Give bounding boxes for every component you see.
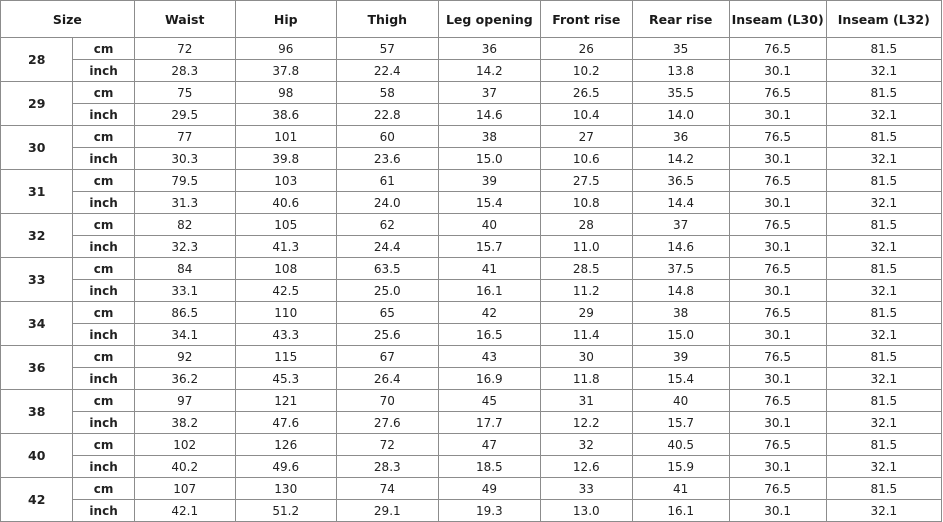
- size-label: 40: [1, 434, 73, 478]
- measurement-cell: 39: [438, 170, 540, 192]
- measurement-cell: 107: [134, 478, 235, 500]
- unit-label: cm: [73, 170, 134, 192]
- measurement-cell: 43.3: [235, 324, 336, 346]
- measurement-cell: 98: [235, 82, 336, 104]
- measurement-cell: 11.2: [540, 280, 632, 302]
- measurement-cell: 86.5: [134, 302, 235, 324]
- measurement-cell: 35.5: [632, 82, 729, 104]
- measurement-cell: 25.6: [336, 324, 438, 346]
- size-chart-body: [1, 38, 942, 522]
- measurement-cell: 74: [336, 478, 438, 500]
- measurement-cell: 105: [235, 214, 336, 236]
- measurement-cell: 47.6: [235, 412, 336, 434]
- measurement-cell: 57: [336, 38, 438, 60]
- measurement-cell: 14.0: [632, 104, 729, 126]
- measurement-cell: 77: [134, 126, 235, 148]
- measurement-cell: 126: [235, 434, 336, 456]
- table-row: [1, 258, 942, 280]
- measurement-cell: 30.1: [729, 192, 826, 214]
- measurement-cell: 15.7: [632, 412, 729, 434]
- header-waist: Waist: [134, 1, 235, 38]
- size-label: 38: [1, 390, 73, 434]
- measurement-cell: 32.1: [826, 456, 941, 478]
- table-row: [1, 104, 942, 126]
- table-row: [1, 390, 942, 412]
- table-row: [1, 368, 942, 390]
- table-row: [1, 280, 942, 302]
- unit-label: inch: [73, 324, 134, 346]
- measurement-cell: 42: [438, 302, 540, 324]
- measurement-cell: 96: [235, 38, 336, 60]
- measurement-cell: 11.4: [540, 324, 632, 346]
- measurement-cell: 61: [336, 170, 438, 192]
- measurement-cell: 30: [540, 346, 632, 368]
- size-label: 34: [1, 302, 73, 346]
- table-row: [1, 346, 942, 368]
- header-front-rise: Front rise: [540, 1, 632, 38]
- measurement-cell: 30.1: [729, 280, 826, 302]
- measurement-cell: 37: [438, 82, 540, 104]
- measurement-cell: 38: [438, 126, 540, 148]
- measurement-cell: 16.1: [632, 500, 729, 522]
- measurement-cell: 11.0: [540, 236, 632, 258]
- measurement-cell: 72: [336, 434, 438, 456]
- measurement-cell: 27: [540, 126, 632, 148]
- measurement-cell: 15.7: [438, 236, 540, 258]
- measurement-cell: 14.8: [632, 280, 729, 302]
- size-label: 30: [1, 126, 73, 170]
- size-label: 31: [1, 170, 73, 214]
- measurement-cell: 76.5: [729, 38, 826, 60]
- unit-label: cm: [73, 82, 134, 104]
- measurement-cell: 38.2: [134, 412, 235, 434]
- measurement-cell: 81.5: [826, 434, 941, 456]
- unit-label: inch: [73, 60, 134, 82]
- measurement-cell: 76.5: [729, 302, 826, 324]
- measurement-cell: 32.1: [826, 148, 941, 170]
- table-row: [1, 478, 942, 500]
- measurement-cell: 22.4: [336, 60, 438, 82]
- measurement-cell: 41.3: [235, 236, 336, 258]
- measurement-cell: 18.5: [438, 456, 540, 478]
- unit-label: inch: [73, 500, 134, 522]
- measurement-cell: 76.5: [729, 258, 826, 280]
- measurement-cell: 40: [438, 214, 540, 236]
- measurement-cell: 81.5: [826, 390, 941, 412]
- measurement-cell: 35: [632, 38, 729, 60]
- measurement-cell: 24.0: [336, 192, 438, 214]
- size-label: 28: [1, 38, 73, 82]
- unit-label: cm: [73, 126, 134, 148]
- table-row: [1, 214, 942, 236]
- measurement-cell: 27.6: [336, 412, 438, 434]
- table-row: [1, 148, 942, 170]
- measurement-cell: 13.8: [632, 60, 729, 82]
- measurement-cell: 75: [134, 82, 235, 104]
- unit-label: inch: [73, 368, 134, 390]
- unit-label: inch: [73, 280, 134, 302]
- measurement-cell: 13.0: [540, 500, 632, 522]
- measurement-cell: 32.1: [826, 192, 941, 214]
- measurement-cell: 81.5: [826, 346, 941, 368]
- table-row: [1, 324, 942, 346]
- measurement-cell: 32: [540, 434, 632, 456]
- unit-label: cm: [73, 214, 134, 236]
- measurement-cell: 76.5: [729, 126, 826, 148]
- measurement-cell: 45: [438, 390, 540, 412]
- measurement-cell: 38: [632, 302, 729, 324]
- measurement-cell: 32.1: [826, 236, 941, 258]
- measurement-cell: 38.6: [235, 104, 336, 126]
- measurement-cell: 30.1: [729, 236, 826, 258]
- unit-label: inch: [73, 148, 134, 170]
- measurement-cell: 32.3: [134, 236, 235, 258]
- measurement-cell: 10.2: [540, 60, 632, 82]
- measurement-cell: 28.3: [134, 60, 235, 82]
- unit-label: inch: [73, 412, 134, 434]
- measurement-cell: 65: [336, 302, 438, 324]
- measurement-cell: 76.5: [729, 170, 826, 192]
- measurement-cell: 58: [336, 82, 438, 104]
- unit-label: inch: [73, 192, 134, 214]
- size-label: 36: [1, 346, 73, 390]
- measurement-cell: 81.5: [826, 170, 941, 192]
- measurement-cell: 72: [134, 38, 235, 60]
- measurement-cell: 32.1: [826, 412, 941, 434]
- header-inseam-l32: Inseam (L32): [826, 1, 941, 38]
- measurement-cell: 76.5: [729, 214, 826, 236]
- measurement-cell: 103: [235, 170, 336, 192]
- unit-label: inch: [73, 456, 134, 478]
- measurement-cell: 47: [438, 434, 540, 456]
- measurement-cell: 25.0: [336, 280, 438, 302]
- measurement-cell: 29: [540, 302, 632, 324]
- measurement-cell: 31: [540, 390, 632, 412]
- measurement-cell: 30.1: [729, 324, 826, 346]
- table-row: [1, 126, 942, 148]
- header-leg-opening: Leg opening: [438, 1, 540, 38]
- measurement-cell: 10.8: [540, 192, 632, 214]
- header-thigh: Thigh: [336, 1, 438, 38]
- measurement-cell: 81.5: [826, 302, 941, 324]
- measurement-cell: 32.1: [826, 324, 941, 346]
- measurement-cell: 63.5: [336, 258, 438, 280]
- measurement-cell: 121: [235, 390, 336, 412]
- measurement-cell: 76.5: [729, 82, 826, 104]
- table-row: [1, 170, 942, 192]
- measurement-cell: 28.3: [336, 456, 438, 478]
- measurement-cell: 32.1: [826, 104, 941, 126]
- measurement-cell: 76.5: [729, 434, 826, 456]
- measurement-cell: 30.1: [729, 60, 826, 82]
- measurement-cell: 115: [235, 346, 336, 368]
- measurement-cell: 10.6: [540, 148, 632, 170]
- measurement-cell: 28.5: [540, 258, 632, 280]
- header-inseam-l30: Inseam (L30): [729, 1, 826, 38]
- measurement-cell: 28: [540, 214, 632, 236]
- measurement-cell: 82: [134, 214, 235, 236]
- unit-label: inch: [73, 236, 134, 258]
- measurement-cell: 37.8: [235, 60, 336, 82]
- measurement-cell: 62: [336, 214, 438, 236]
- table-row: [1, 82, 942, 104]
- table-row: [1, 412, 942, 434]
- measurement-cell: 81.5: [826, 214, 941, 236]
- measurement-cell: 30.1: [729, 368, 826, 390]
- measurement-cell: 30.1: [729, 148, 826, 170]
- measurement-cell: 37: [632, 214, 729, 236]
- header-row: [1, 1, 942, 38]
- measurement-cell: 79.5: [134, 170, 235, 192]
- measurement-cell: 16.9: [438, 368, 540, 390]
- unit-label: cm: [73, 434, 134, 456]
- measurement-cell: 42.5: [235, 280, 336, 302]
- measurement-cell: 102: [134, 434, 235, 456]
- measurement-cell: 84: [134, 258, 235, 280]
- header-hip: Hip: [235, 1, 336, 38]
- measurement-cell: 42.1: [134, 500, 235, 522]
- measurement-cell: 40.2: [134, 456, 235, 478]
- measurement-cell: 16.5: [438, 324, 540, 346]
- measurement-cell: 14.6: [632, 236, 729, 258]
- measurement-cell: 49: [438, 478, 540, 500]
- measurement-cell: 81.5: [826, 82, 941, 104]
- measurement-cell: 15.0: [438, 148, 540, 170]
- measurement-cell: 26: [540, 38, 632, 60]
- measurement-cell: 110: [235, 302, 336, 324]
- measurement-cell: 40: [632, 390, 729, 412]
- measurement-cell: 33.1: [134, 280, 235, 302]
- measurement-cell: 41: [438, 258, 540, 280]
- table-row: [1, 302, 942, 324]
- measurement-cell: 37.5: [632, 258, 729, 280]
- measurement-cell: 60: [336, 126, 438, 148]
- measurement-cell: 81.5: [826, 126, 941, 148]
- measurement-cell: 15.4: [438, 192, 540, 214]
- measurement-cell: 33: [540, 478, 632, 500]
- unit-label: cm: [73, 346, 134, 368]
- table-row: [1, 456, 942, 478]
- measurement-cell: 130: [235, 478, 336, 500]
- measurement-cell: 30.1: [729, 412, 826, 434]
- measurement-cell: 81.5: [826, 38, 941, 60]
- measurement-cell: 39.8: [235, 148, 336, 170]
- measurement-cell: 32.1: [826, 280, 941, 302]
- measurement-cell: 14.2: [632, 148, 729, 170]
- measurement-cell: 70: [336, 390, 438, 412]
- size-label: 29: [1, 82, 73, 126]
- measurement-cell: 23.6: [336, 148, 438, 170]
- measurement-cell: 67: [336, 346, 438, 368]
- measurement-cell: 12.2: [540, 412, 632, 434]
- measurement-cell: 101: [235, 126, 336, 148]
- measurement-cell: 30.1: [729, 500, 826, 522]
- measurement-cell: 51.2: [235, 500, 336, 522]
- measurement-cell: 31.3: [134, 192, 235, 214]
- table-row: [1, 38, 942, 60]
- measurement-cell: 19.3: [438, 500, 540, 522]
- table-row: [1, 236, 942, 258]
- measurement-cell: 45.3: [235, 368, 336, 390]
- size-label: 42: [1, 478, 73, 522]
- measurement-cell: 76.5: [729, 390, 826, 412]
- measurement-cell: 34.1: [134, 324, 235, 346]
- measurement-cell: 29.5: [134, 104, 235, 126]
- measurement-cell: 30.3: [134, 148, 235, 170]
- measurement-cell: 29.1: [336, 500, 438, 522]
- measurement-cell: 49.6: [235, 456, 336, 478]
- table-row: [1, 192, 942, 214]
- unit-label: cm: [73, 258, 134, 280]
- measurement-cell: 15.9: [632, 456, 729, 478]
- measurement-cell: 36.5: [632, 170, 729, 192]
- size-label: 32: [1, 214, 73, 258]
- table-row: [1, 434, 942, 456]
- table-row: [1, 60, 942, 82]
- measurement-cell: 14.2: [438, 60, 540, 82]
- measurement-cell: 14.4: [632, 192, 729, 214]
- measurement-cell: 12.6: [540, 456, 632, 478]
- header-size: Size: [1, 1, 135, 38]
- measurement-cell: 36.2: [134, 368, 235, 390]
- measurement-cell: 10.4: [540, 104, 632, 126]
- measurement-cell: 15.0: [632, 324, 729, 346]
- measurement-cell: 11.8: [540, 368, 632, 390]
- measurement-cell: 26.5: [540, 82, 632, 104]
- measurement-cell: 17.7: [438, 412, 540, 434]
- measurement-cell: 30.1: [729, 104, 826, 126]
- measurement-cell: 92: [134, 346, 235, 368]
- measurement-cell: 41: [632, 478, 729, 500]
- unit-label: cm: [73, 478, 134, 500]
- measurement-cell: 76.5: [729, 478, 826, 500]
- measurement-cell: 32.1: [826, 500, 941, 522]
- measurement-cell: 32.1: [826, 368, 941, 390]
- measurement-cell: 40.6: [235, 192, 336, 214]
- measurement-cell: 81.5: [826, 258, 941, 280]
- measurement-cell: 81.5: [826, 478, 941, 500]
- measurement-cell: 32.1: [826, 60, 941, 82]
- unit-label: cm: [73, 38, 134, 60]
- measurement-cell: 39: [632, 346, 729, 368]
- measurement-cell: 30.1: [729, 456, 826, 478]
- header-rear-rise: Rear rise: [632, 1, 729, 38]
- size-label: 33: [1, 258, 73, 302]
- measurement-cell: 40.5: [632, 434, 729, 456]
- unit-label: cm: [73, 390, 134, 412]
- unit-label: inch: [73, 104, 134, 126]
- measurement-cell: 97: [134, 390, 235, 412]
- measurement-cell: 36: [632, 126, 729, 148]
- measurement-cell: 27.5: [540, 170, 632, 192]
- measurement-cell: 24.4: [336, 236, 438, 258]
- measurement-cell: 108: [235, 258, 336, 280]
- unit-label: cm: [73, 302, 134, 324]
- measurement-cell: 43: [438, 346, 540, 368]
- measurement-cell: 15.4: [632, 368, 729, 390]
- measurement-cell: 26.4: [336, 368, 438, 390]
- measurement-cell: 14.6: [438, 104, 540, 126]
- measurement-cell: 16.1: [438, 280, 540, 302]
- measurement-cell: 36: [438, 38, 540, 60]
- measurement-cell: 76.5: [729, 346, 826, 368]
- measurement-cell: 22.8: [336, 104, 438, 126]
